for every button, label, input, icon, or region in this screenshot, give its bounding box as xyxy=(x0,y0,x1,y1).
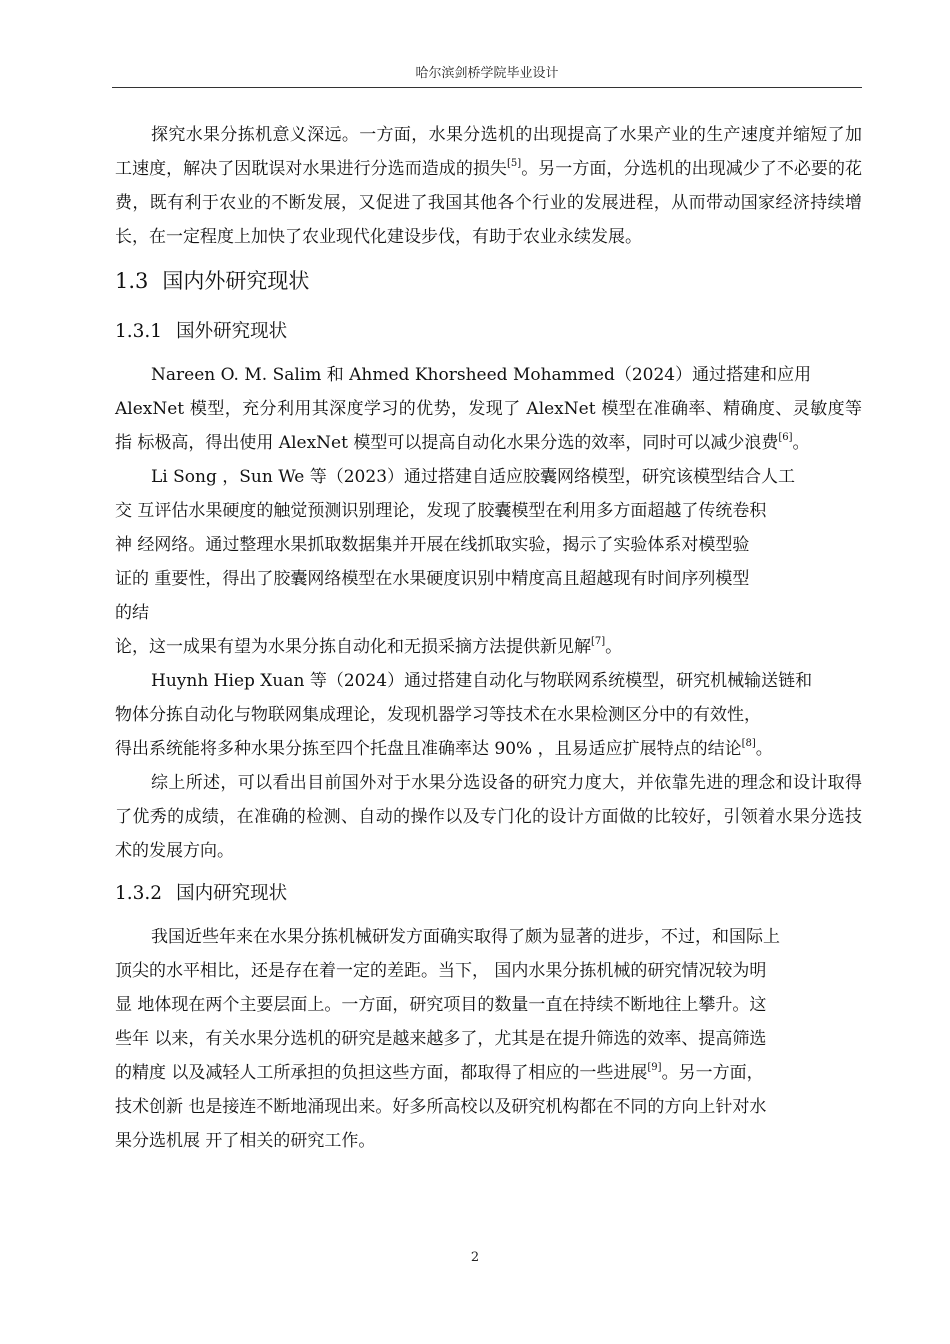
citation: [5] xyxy=(506,158,522,169)
paragraph-line: 技术创新 也是接连不断地涌现出来。好多所高校以及研究机构都在不同的方向上针对水 xyxy=(115,1097,767,1117)
paragraph-line: 物体分拣自动化与物联网集成理论，发现机器学习等技术在水果检测区分中的有效性， xyxy=(115,705,761,725)
paragraph-text: 的精度 以及减轻人工所承担的负担这些方面，都取得了相应的一些进展 xyxy=(115,1063,648,1083)
paragraph-line: 果分选机展 开了相关的研究工作。 xyxy=(115,1131,376,1151)
paragraph-text: 得出系统能将多种水果分拣至四个托盘且准确率达 90% ，且易适应扩展特点的结论 xyxy=(115,739,742,759)
paragraph-line: 我国近些年来在水果分拣机械研发方面确实取得了颇为显著的进步，不过，和国际上 xyxy=(151,927,780,947)
citation: [9] xyxy=(647,1062,662,1073)
section-number: 1.3.1 xyxy=(115,321,163,342)
paragraph-huynh xyxy=(115,664,862,766)
paragraph-line: 证的 重要性，得出了胶囊网络模型在水果硬度识别中精度高且超越现有时间序列模型 xyxy=(115,569,750,589)
paragraph-text-block xyxy=(115,392,862,460)
paragraph-salim xyxy=(115,358,862,460)
paragraph-domestic xyxy=(115,920,862,1158)
paragraph-text: 。 xyxy=(755,739,773,759)
paragraph-text: 探究水果分拣机意义深远。一方面，水果分选机的出现提高了水果产业的生产速度并缩短了加工速度，解决了因耽误对水果进行分选而造成的损失 xyxy=(115,125,862,179)
paragraph-line: 顶尖的水平相比，还是存在着一定的差距。当下， 国内水果分拣机械的研究情况较为明 xyxy=(115,961,767,981)
section-heading-1-3-2 xyxy=(115,868,862,920)
paragraph-text: 。另一方面， xyxy=(661,1063,764,1083)
page-number: 2 xyxy=(470,1250,480,1265)
paragraph-line: Huynh Hiep Xuan 等（2024）通过搭建自动化与物联网系统模型，研究机械输送链和 xyxy=(151,671,813,691)
paragraph-text: 。另一方面，分选机的出现减少了不必要的花费，既有利于农业的不断发展，又促进了我国其他各个行业的发展进程，从而带动国家经济持续增长，在一定程度上加快了农业现代化建设步伐，有助于农业永续发展。 xyxy=(115,159,863,247)
citation: [7] xyxy=(591,636,606,647)
paragraph-text: AlexNet 模型，充分利用其深度学习的优势，发现了 AlexNet 模型在准确率、精确度、灵敏度等指 标极高，得出使用 AlexNet 模型可以提高自动化水果分选的效率，同时可以减少浪费 xyxy=(115,399,862,453)
page-body xyxy=(115,118,862,1158)
paragraph-text: 。 xyxy=(605,637,623,657)
section-number: 1.3.2 xyxy=(115,883,163,904)
paragraph-text: 。 xyxy=(792,433,810,453)
paragraph-line: Nareen O. M. Salim 和 Ahmed Khorsheed Mohammed（2024）通过搭建和应用 xyxy=(151,365,812,385)
paragraph-line xyxy=(115,1056,862,1090)
paragraph-line xyxy=(115,630,862,664)
section-heading-1-3 xyxy=(115,256,862,306)
section-title: 国外研究现状 xyxy=(176,321,288,342)
paragraph-text: 论，这一成果有望为水果分拣自动化和无损采摘方法提供新见解 xyxy=(115,637,591,657)
page-header xyxy=(112,60,862,88)
paragraph-line xyxy=(115,732,862,766)
paragraph-line: 交 互评估水果硬度的触觉预测识别理论，发现了胶囊模型在利用多方面超越了传统卷积 xyxy=(115,501,767,521)
section-title: 国内研究现状 xyxy=(176,883,288,904)
paragraph-li-song xyxy=(115,460,862,664)
paragraph-line: 些年 以来，有关水果分选机的研究是越来越多了，尤其是在提升筛选的效率、提高筛选 xyxy=(115,1029,767,1049)
paragraph-line: Li Song ，Sun We 等（2023）通过搭建自适应胶囊网络模型，研究该模型结合人工 xyxy=(151,467,796,487)
section-heading-1-3-1 xyxy=(115,306,862,358)
citation: [8] xyxy=(741,738,756,749)
paragraph-line: 显 地体现在两个主要层面上。一方面，研究项目的数量一直在持续不断地往上攀升。这 xyxy=(115,995,767,1015)
section-title: 国内外研究现状 xyxy=(162,269,310,293)
section-number: 1.3 xyxy=(115,269,149,293)
paragraph-summary: 综上所述，可以看出目前国外对于水果分选设备的研究力度大，并依靠先进的理念和设计取得了优秀的成绩，在准确的检测、自动的操作以及专门化的设计方面做的比较好，引领着水果分选技术的发展方向。 xyxy=(115,773,862,861)
citation: [6] xyxy=(778,432,793,443)
paragraph-line: 的结 xyxy=(115,603,149,623)
header-title: 哈尔滨剑桥学院毕业设计 xyxy=(415,66,559,81)
paragraph-line: 神 经网络。通过整理水果抓取数据集并开展在线抓取实验，揭示了实验体系对模型验 xyxy=(115,535,750,555)
paragraph-significance xyxy=(115,118,862,254)
